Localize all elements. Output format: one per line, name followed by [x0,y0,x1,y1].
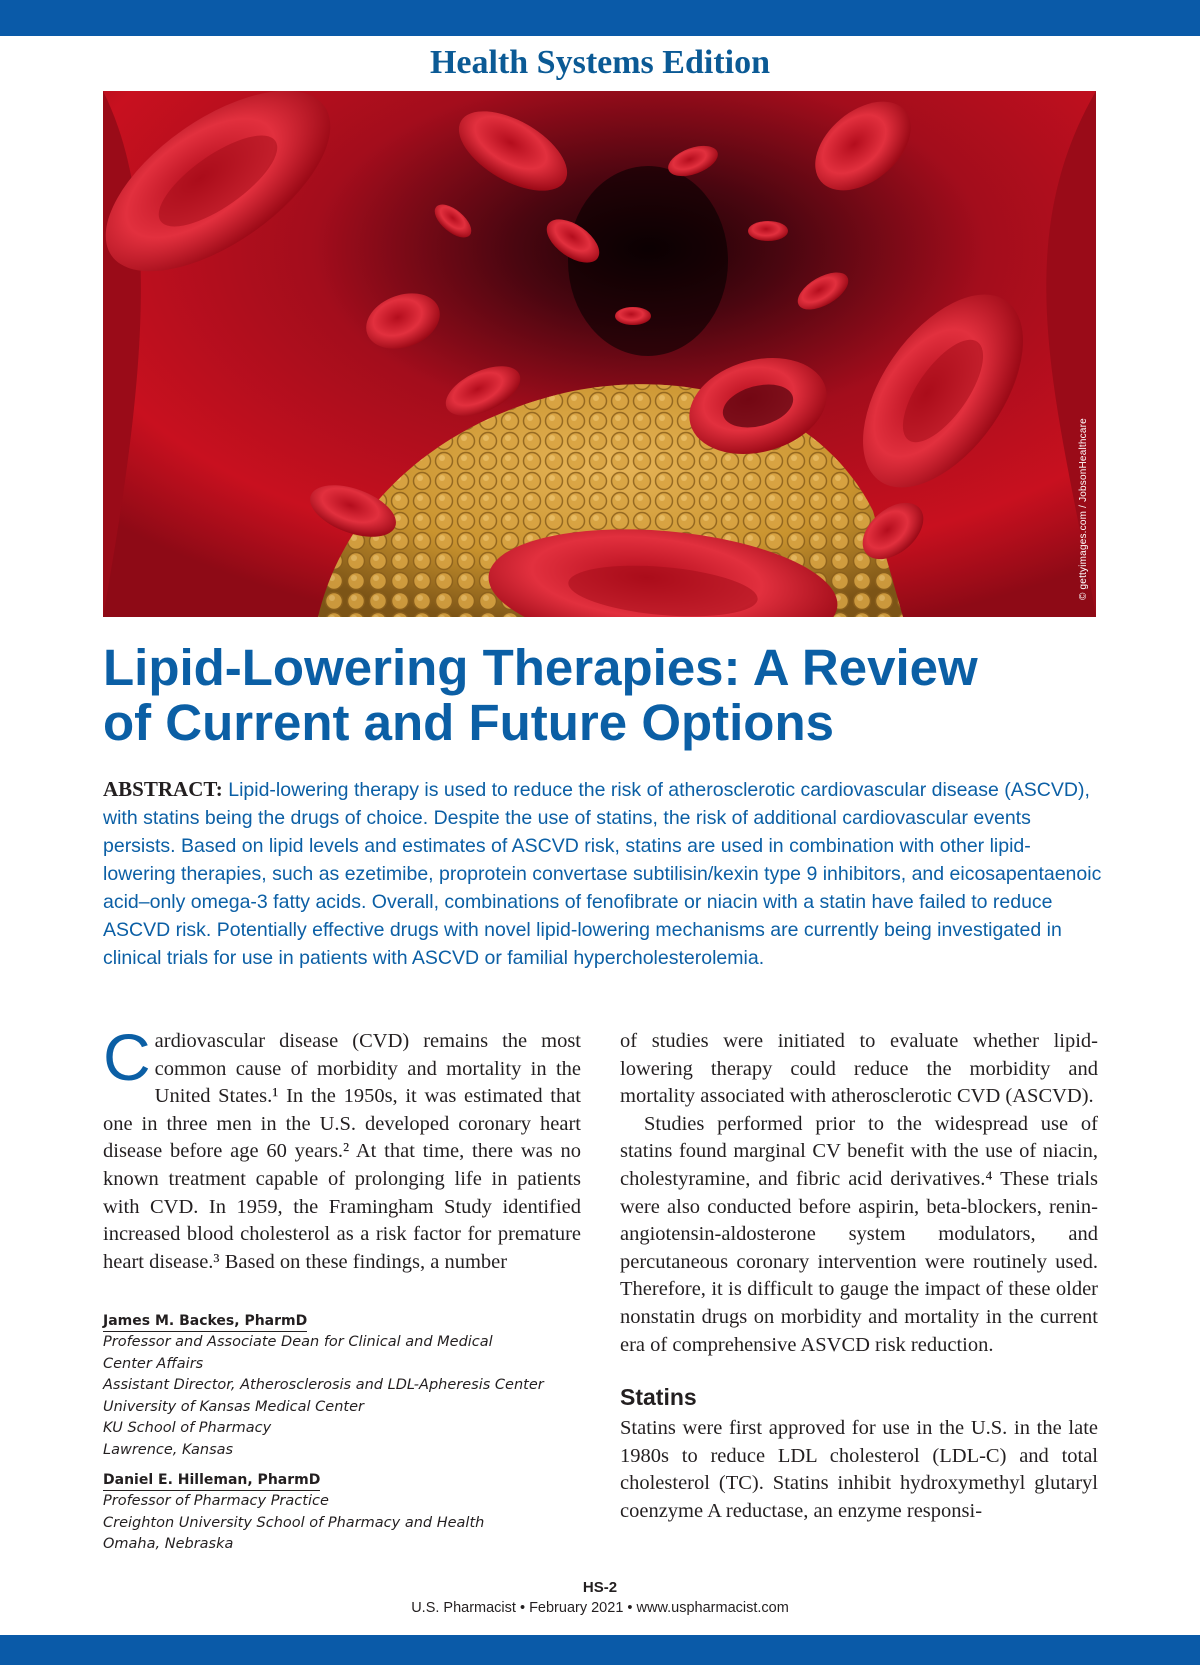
blood-vessel-illustration [103,91,1096,617]
title-line-2: of Current and Future Options [103,694,834,751]
body-paragraph: Studies performed prior to the widespread use of statins found marginal CV benefit with the use of niacin, cholestyramine, and fibric acid derivatives.⁴ These trials were also conducted before aspirin, beta-blockers, renin-angiotensin-aldosterone system modulators, and percutaneous coronary intervention were routinely used. Therefore, it is difficult to gauge the impact of these older nonstatin drugs on morbidity and mortality in the current era of comprehensive ASVCD risk reduction. [620,1112,1098,1356]
author-affiliation: Omaha, Nebraska [103,1536,234,1552]
abstract [103,775,1103,972]
intro-paragraph [103,1020,581,1276]
hero-image [103,91,1096,617]
edition-heading: Health Systems Edition [429,44,771,81]
author-affiliation: University of Kansas Medical Center [103,1398,364,1415]
body-paragraph: of studies were initiated to evaluate whether lipid-lowering therapy could reduce the morbidity and mortality associated with atherosclerotic CVD (ASCVD). [620,1030,1098,1108]
abstract-label: ABSTRACT: [103,777,223,801]
right-column [620,1028,1098,1526]
page-number: HS-2 [582,1579,618,1596]
author-affiliation: Lawrence, Kansas [103,1441,234,1458]
statins-paragraph: Statins were first approved for use in the U.S. in the late 1980s to reduce LDL cholesterol (LDL-C) and total cholesterol (TC). Statins inhibit hydroxymethyl glutaryl coenzyme A reductase, an enzyme responsi- [620,1417,1098,1522]
author-block [103,1310,581,1461]
drop-cap: C [103,1020,151,1094]
author-affiliation: Center Affairs [103,1355,204,1372]
top-color-bar [0,0,1200,36]
intro-text: ardiovascular disease (CVD) remains the most common cause of morbidity and mortality in the United States.¹ In the 1950s, it was estimated that one in three men in the U.S. developed coronary heart disease before age 60 years.² At that time, there was no known treatment capable of prolonging life in patients with CVD. In 1959, the Framingham Study identified increased blood cholesterol as a risk factor for premature heart disease.³ Based on these findings, a number [103,1030,581,1273]
footer-publication: U.S. Pharmacist • February 2021 • www.uspharmacist.com [411,1600,789,1616]
section-heading-statins: Statins [620,1384,697,1411]
author-info [103,1310,581,1556]
image-credit: © gettyimages.com / JobsonHealthcare [1078,418,1089,600]
abstract-text: Lipid-lowering therapy is used to reduce the risk of atherosclerotic cardiovascular disease (ASCVD), with statins being the drugs of choice. Despite the use of statins, the risk of additional cardiovascular events persists. Based on lipid levels and estimates of ASCVD risk, statins are used in combination with other lipid-lowering therapies, such as ezetimibe, proprotein convertase subtilisin/kexin type 9 inhibitors, and eicosapentaenoic acid–only omega-3 fatty acids. Overall, combinations of fenofibrate or niacin with a statin have failed to reduce ASCVD risk. Potentially effective drugs with novel lipid-lowering mechanisms are currently being investigated in clinical trials for use in patients with ASCVD or familial hypercholesterolemia. [103,779,1102,969]
article-title [103,640,1103,750]
author-affiliation: KU School of Pharmacy [103,1420,272,1436]
author-block [103,1469,581,1556]
author-name: Daniel E. Hilleman, PharmD [103,1470,320,1491]
author-name: James M. Backes, PharmD [103,1311,307,1332]
left-column [103,1020,581,1276]
page-footer [0,1578,1200,1618]
author-affiliation: Assistant Director, Atherosclerosis and LDL-Apheresis Center [103,1377,544,1393]
bottom-color-bar [0,1635,1200,1665]
author-affiliation: Professor of Pharmacy Practice [103,1493,329,1509]
title-line-1: Lipid-Lowering Therapies: A Review [103,639,978,696]
author-affiliation: Creighton University School of Pharmacy and Health [103,1514,485,1531]
author-affiliation: Professor and Associate Dean for Clinical and Medical [103,1334,493,1350]
